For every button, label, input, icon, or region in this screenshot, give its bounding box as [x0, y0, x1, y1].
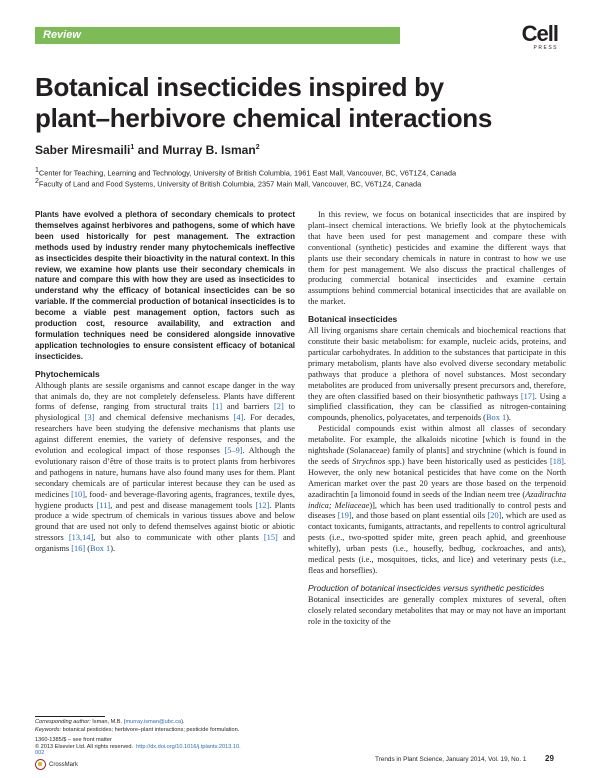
paragraph-botanical-2: Pesticidal compounds exist within almost all classes of secondary metabolite. For example, the alkaloids nicotine [which is found in the nightshade (Solanaceae) family of plants] and strychnine (which is found in the seeds of Strychnos spp.) have been historically used as pesticides [18]. However, the only new botanical pesticides that have come on the North American market over the past 20 years are those based on the terpenoid azadirachtin [a limonoid found in seeds of the Indian neem tree (Azadirachta indica; Meliaceae)], which has been used traditionally to control pests and diseases [19], and those based on plant essential oils [20], which are used as contact toxicants, fumigants, attractants, and repellents to control agricultural pests (i.e., two-spotted spider mite, green peach aphid, and greenhouse whitefly), urban pests (i.e., housefly, bedbug, cockroaches, and ants), medical pests (i.e., mosquitoes, ticks, and lice) and veterinary pests (i.e., fleas and horseflies). [308, 424, 566, 575]
issn-line: 1360-1385/$ – see front matter [35, 737, 112, 743]
corresponding-author: Corresponding author: Isman, M.B. (murray.isman@ubc.ca). [35, 719, 185, 725]
section-label-bar [35, 27, 400, 44]
paragraph-phytochemicals: Although plants are sessile organisms and cannot escape danger in the way that animals do, they are not completely defenseless. Plants have different forms of defense, ranging from structural traits [1] and barriers [2] to physiological [3] and chemical defensive mechanisms [4]. For decades, researchers have been studying the defensive mechanisms that plants use against different enemies, the variety of defensive responses, and the evolution and ecological impact of those responses [5–9]. Although the evolutionary raison d’être of those traits is to protect plants from herbivores and pathogens in nature, humans have also found many uses for them. Plant secondary chemicals are of particular interest because they can be used as medicines [10], food- and beverage-flavoring agents, fragrances, textile dyes, hygiene products [11], and pest and disease management tools [12]. Plants produce a wide spectrum of chemicals in various tissues above and below ground that are used not only to defend themselves against biotic or abiotic stressors [13,14], but also to communicate with other plants [15] and organisms [16] (Box 1). [35, 380, 296, 554]
citation-link[interactable]: [5–9] [224, 446, 243, 456]
citation-link[interactable]: [13,14] [68, 533, 94, 543]
citation-link[interactable]: [12] [255, 500, 270, 510]
affiliation-1-sup: 1 [35, 167, 39, 174]
paragraph-botanical-1: All living organisms share certain chemicals and biochemical reactions that constitute their basic metabolism: for example, nucleic acids, proteins, and particular carbohydrates. In addition to the substances that participate in this primary metabolism, plants have also evolved diverse secondary metabolic pathways that produce a plethora of novel substances. Most secondary metabolites are produced from universally present precursors and, therefore, they are often classified based on their biosynthetic pathways [17]. Using a simplified classification, they can be classified as nitrogen-containing compounds, phenolics, polyacetates, and terpenoids (Box 1). [308, 326, 566, 423]
doi-link-cont[interactable]: 002 [35, 750, 45, 756]
doi-link[interactable]: http://dx.doi.org/10.1016/j.tplants.2013.10. [136, 744, 241, 750]
citation-link[interactable]: [17] [520, 391, 535, 401]
citation-link[interactable]: [1] [212, 402, 223, 412]
affiliation-2-sup: 2 [35, 178, 39, 185]
section-label: Review [43, 29, 81, 41]
left-column [35, 210, 295, 555]
citation-link[interactable]: [10] [71, 489, 85, 499]
journal-logo[interactable] [500, 21, 558, 51]
section-heading-phytochemicals: Phytochemicals [35, 368, 100, 379]
crossmark-badge[interactable] [35, 759, 78, 770]
author-list [35, 143, 260, 157]
citation-link[interactable]: [2] [274, 402, 284, 412]
citation-link[interactable]: [3] [84, 413, 95, 423]
footnote-divider [35, 716, 105, 717]
paragraph-production: Botanical insecticides are generally complex mixtures of several, often closely related secondary metabolites that may or may not have an important role in the toxicity of the [308, 594, 566, 626]
author-1-sup: 1 [130, 144, 135, 151]
citation-link[interactable]: [16] [71, 544, 86, 554]
affiliation-1-text: Center for Teaching, Learning and Technology, University of British Columbia, 1961 East Mall, Vancouver, BC, V6T1Z4, Canada [38, 168, 457, 178]
abstract: Plants have evolved a plethora of secondary chemicals to protect themselves against herbivores and pathogens, some of which have been used historically for pest management. The extraction methods used by industry render many phytochemicals ineffective as insecticides despite their bioactivity in the natural context. In this review, we examine how plants use their secondary chemicals in nature and compare this with how they are used as insecticides to understand why the efficacy of botanical insecticides can be so variable. If the commercial production of botanical insecticides is to become a viable pest management option, factors such as production cost, resource availability, and extraction and formulation techniques need be considered alongside innovative application technologies to ensure consistent efficacy of botanical insecticides. [35, 210, 295, 361]
author-2: Murray B. Isman [162, 143, 256, 157]
right-column [308, 210, 566, 628]
crossmark-label: CrossMark [49, 761, 79, 768]
affiliation-2-text: Faculty of Land and Food Systems, University of British Columbia, 2357 Main Mall, Vancouver, BC, V6T1Z4, Canada [38, 179, 422, 189]
citation-link[interactable]: [15] [263, 533, 278, 543]
citation-link[interactable]: [11] [96, 500, 111, 510]
doi-line-2 [35, 750, 44, 756]
affiliation-2 [35, 178, 421, 188]
box-link[interactable]: Box 1 [485, 413, 507, 423]
keywords: Keywords: botanical pesticides; herbivore–plant interactions; pesticide formulation. [35, 727, 240, 733]
logo-word: Cell [521, 21, 558, 46]
email-link[interactable]: murray.isman@ubc.ca [125, 719, 182, 725]
citation-link[interactable]: [20] [487, 511, 502, 521]
author-1: Saber Miresmaili [35, 143, 131, 157]
citation-link[interactable]: [4] [233, 413, 244, 423]
copyright-line: © 2013 Elsevier Ltd. All rights reserved. http://dx.doi.org/10.1016/j.tplants.2013.10. [35, 744, 241, 750]
section-heading-botanical: Botanical insecticides [308, 314, 398, 325]
author-2-sup: 2 [255, 144, 260, 151]
section-heading-production: Production of botanical insecticides versus synthetic pesticides [308, 582, 545, 593]
journal-footer: Trends in Plant Science, January 2014, Vol. 19, No. 1 [375, 756, 527, 763]
logo-subtitle: PRESS [533, 45, 558, 51]
author-conjunction: and [134, 143, 163, 157]
title-line-1: Botanical insecticides inspired by [35, 72, 444, 102]
paragraph-intro: In this review, we focus on botanical insecticides that are inspired by plant–insect chemical interactions. We briefly look at the phytochemicals that have been used for pest management and compare these with conventional (synthetic) pesticides and examine the different ways that plants use their secondary chemicals in nature in contrast to how we use them for pest management. We also discuss the practical challenges of producing commercial botanical insecticides and examine certain assumptions behind commercial botanical insecticides that are available on the market. [308, 210, 566, 307]
citation-link[interactable]: [18] [550, 456, 564, 466]
box-link[interactable]: Box 1 [90, 544, 111, 554]
citation-link[interactable]: [19] [337, 511, 352, 521]
crossmark-icon [35, 759, 46, 770]
title-line-2: plant–herbivore chemical interactions [35, 103, 493, 133]
page-number: 29 [545, 754, 554, 763]
affiliation-1 [35, 167, 456, 177]
article-title [35, 72, 555, 134]
